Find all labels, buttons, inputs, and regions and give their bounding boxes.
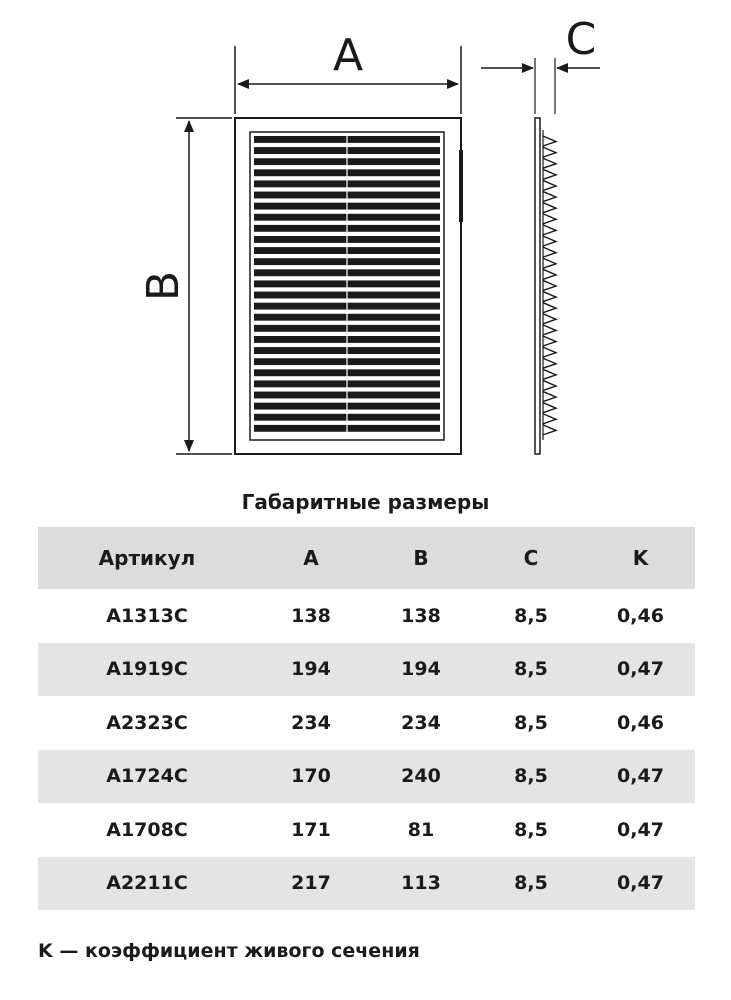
side-slat [543, 336, 556, 346]
side-slat [543, 425, 556, 435]
cell-c: 8,5 [514, 604, 548, 627]
side-slat [543, 258, 556, 268]
cell-a: 138 [291, 604, 331, 627]
side-slat [543, 380, 556, 390]
table-row [38, 857, 695, 911]
cell-b: 138 [401, 604, 441, 627]
table-row [38, 589, 695, 643]
side-slat [543, 236, 556, 246]
cell-article: A1919C [106, 658, 188, 681]
side-slat [543, 292, 556, 302]
header-article: Артикул [98, 546, 196, 570]
cell-c: 8,5 [514, 818, 548, 841]
side-slat [543, 203, 556, 213]
side-slat [543, 169, 556, 179]
cell-k: 0,47 [617, 658, 664, 681]
side-slat [543, 347, 556, 357]
cell-b: 113 [401, 872, 441, 895]
side-slat [543, 147, 556, 157]
dimension-b-label: B [138, 270, 189, 302]
cell-article: A2323C [106, 711, 188, 734]
grille-side-tab [459, 150, 463, 222]
side-slat [543, 269, 556, 279]
dimension-a-label: A [332, 30, 364, 81]
table-header-row [38, 527, 695, 589]
cell-a: 171 [291, 818, 331, 841]
cell-article: A1313C [106, 604, 188, 627]
side-slat [543, 303, 556, 313]
side-slat [543, 214, 556, 224]
table-row [38, 750, 695, 804]
header-k: K [632, 546, 649, 570]
side-slat [543, 280, 556, 290]
cell-c: 8,5 [514, 765, 548, 788]
cell-c: 8,5 [514, 872, 548, 895]
side-slat [543, 369, 556, 379]
cell-article: A1708C [106, 818, 188, 841]
side-slat [543, 314, 556, 324]
side-view-frame [535, 118, 540, 454]
side-slat [543, 414, 556, 424]
side-slat [543, 325, 556, 335]
cell-k: 0,47 [617, 872, 664, 895]
header-c: C [523, 546, 539, 570]
table-title: Габаритные размеры [241, 490, 490, 514]
cell-k: 0,47 [617, 765, 664, 788]
cell-a: 194 [291, 658, 331, 681]
footnote-k-definition: K — коэффициент живого сечения [38, 940, 420, 962]
cell-k: 0,46 [617, 604, 664, 627]
side-slat [543, 403, 556, 413]
cell-article: A1724C [106, 765, 188, 788]
cell-b: 81 [407, 818, 435, 841]
header-b: B [413, 546, 429, 570]
cell-c: 8,5 [514, 711, 548, 734]
dimensions-table [38, 527, 695, 910]
grille-technical-drawing [0, 0, 731, 470]
side-slat [543, 180, 556, 190]
dimension-c-label: C [565, 14, 597, 65]
cell-a: 234 [291, 711, 331, 734]
cell-k: 0,47 [617, 818, 664, 841]
cell-k: 0,46 [617, 711, 664, 734]
header-a: A [303, 546, 319, 570]
cell-b: 194 [401, 658, 441, 681]
cell-article: A2211C [106, 872, 188, 895]
side-slat [543, 158, 556, 168]
side-slat [543, 247, 556, 257]
cell-c: 8,5 [514, 658, 548, 681]
cell-b: 240 [401, 765, 441, 788]
side-slat [543, 392, 556, 402]
side-view-slats [543, 136, 556, 435]
side-slat [543, 192, 556, 202]
table-row [38, 803, 695, 857]
side-slat [543, 225, 556, 235]
side-slat [543, 358, 556, 368]
cell-a: 170 [291, 765, 331, 788]
side-slat [543, 136, 556, 146]
cell-a: 217 [291, 872, 331, 895]
cell-b: 234 [401, 711, 441, 734]
table-row [38, 696, 695, 750]
table-row [38, 643, 695, 697]
